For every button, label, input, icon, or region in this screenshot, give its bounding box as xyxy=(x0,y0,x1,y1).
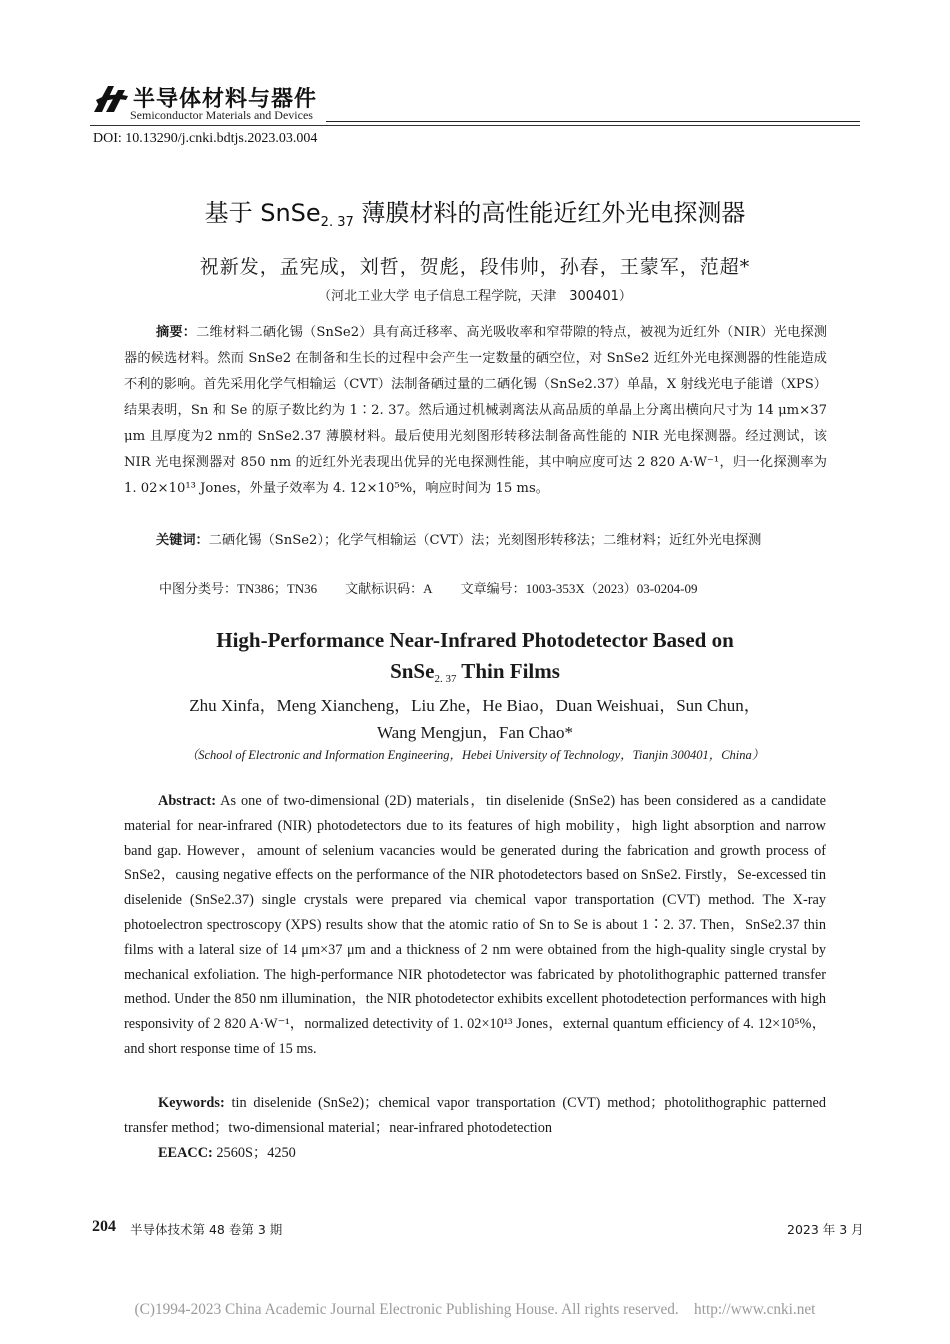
footer-date: 2023 年 3 月 xyxy=(787,1222,864,1237)
doi: DOI: 10.13290/j.cnki.bdtjs.2023.03.004 xyxy=(93,131,318,146)
eeacc: EEACC: 2560S；4250 xyxy=(158,1145,296,1161)
keywords-en: Keywords: tin diselenide (SnSe2)；chemical vapor transportation (CVT) method；photolithographic patterned transfer method；two-dimensional material；near-infrared photodetection xyxy=(124,1095,826,1136)
header-rule-thin xyxy=(90,125,860,126)
article-number: 文章编号：1003-353X（2023）03-0204-09 xyxy=(460,581,698,596)
page-number: 204 xyxy=(92,1218,116,1235)
journal-logo-icon xyxy=(92,82,130,118)
classification-row xyxy=(159,578,725,597)
affiliation-cn: （河北工业大学 电子信息工程学院，天津 300401） xyxy=(318,289,632,304)
footer-journal: 半导体技术第 48 卷第 3 期 xyxy=(130,1222,283,1237)
abstract-cn: 摘要：二维材料二硒化锡（SnSe2）具有高迁移率、高光吸收率和窄带隙的特点，被视为近红外（NIR）光电探测器的候选材料。然而 SnSe2 在制备和生长的过程中会产生一定数量的硒空位，对 SnSe2 近红外光电探测器的性能造成不利的影响。首先采用化学气相输运（CVT）法制备硒过量的二硒化锡（SnSe2.37）单晶，X 射线光电子能谱（XPS）结果表明，Sn 和 Se 的原子数比约为 1∶2. 37。然后通过机械剥离法从高品质的单晶上分离出横向尺寸为 14 μm×37 μm 且厚度为2 nm的 SnSe2.37 薄膜材料。最后使用光刻图形转移法制备高性能的 NIR 光电探测器。经过测试，该 NIR 光电探测器对 850 nm 的近红外光表现出优异的光电探测性能，其中响应度可达 2 820 A·W⁻¹，归一化探测率为 1. 02×10¹³ Jones，外量子效率为 4. 12×10⁵%，响应时间为 15 ms。 xyxy=(124,325,827,496)
authors-cn: 祝新发，孟宪成，刘哲，贺彪，段伟帅，孙春，王蒙军，范超* xyxy=(199,256,751,278)
title-en-line2: SnSe$_{2. 37}$ Thin Films xyxy=(390,659,560,685)
keywords-cn: 关键词：二硒化锡（SnSe2）；化学气相输运（CVT）法；光刻图形转移法；二维材料；近红外光电探测 xyxy=(156,533,762,548)
title-cn: 基于 SnSe$_{2. 37}$ 薄膜材料的高性能近红外光电探测器 xyxy=(204,199,746,230)
affiliation-en: （School of Electronic and Information Engineering，Hebei University of Technology，Tianjin 300401，China） xyxy=(185,748,765,762)
document-code: 文献标识码：A xyxy=(345,581,433,596)
copyright-notice: (C)1994-2023 China Academic Journal Electronic Publishing House. All rights reserved. http://www.cnki.net xyxy=(134,1301,816,1318)
authors-en-line2: Wang Mengjun，Fan Chao* xyxy=(377,723,573,742)
journal-name-en: Semiconductor Materials and Devices xyxy=(130,108,313,122)
journal-name-cn: 半导体材料与器件 xyxy=(133,87,318,112)
header-rule xyxy=(326,121,860,122)
abstract-en: Abstract: As one of two-dimensional (2D) materials，tin diselenide (SnSe2) has been considered as a candidate material for near-infrared (NIR) photodetectors due to its features of high mobility，high light absorption and narrow band gap. However，amount of selenium vacancies would be generated during the fabrication and growth process of SnSe2，causing negative effects on the performance of the NIR photodetectors based on SnSe2. Firstly，Se-excessed tin diselenide (SnSe2.37) single crystals were prepared via chemical vapor transportation (CVT) method. The X-ray photoelectron spectroscopy (XPS) results show that the atomic ratio of Sn to Se is about 1∶2. 37. Then，SnSe2.37 thin films with a lateral size of 14 μm×37 μm and a thickness of 2 nm were obtained from the high-quality single crystal by mechanical exfoliation. The high-performance NIR photodetector was fabricated by photolithographic patterned transfer method. Under the 850 nm illumination，the NIR photodetector exhibits excellent photodetection performances with high responsivity of 2 820 A·W⁻¹，normalized detectivity of 1. 02×10¹³ Jones，external quantum efficiency of 4. 12×10⁵%，and short response time of 15 ms. xyxy=(124,793,826,1057)
title-en-line1: High-Performance Near-Infrared Photodetector Based on xyxy=(216,628,734,652)
clc-number: 中图分类号：TN386；TN36 xyxy=(159,581,318,596)
authors-en-line1: Zhu Xinfa，Meng Xiancheng，Liu Zhe，He Biao，Duan Weishuai，Sun Chun， xyxy=(189,696,761,715)
